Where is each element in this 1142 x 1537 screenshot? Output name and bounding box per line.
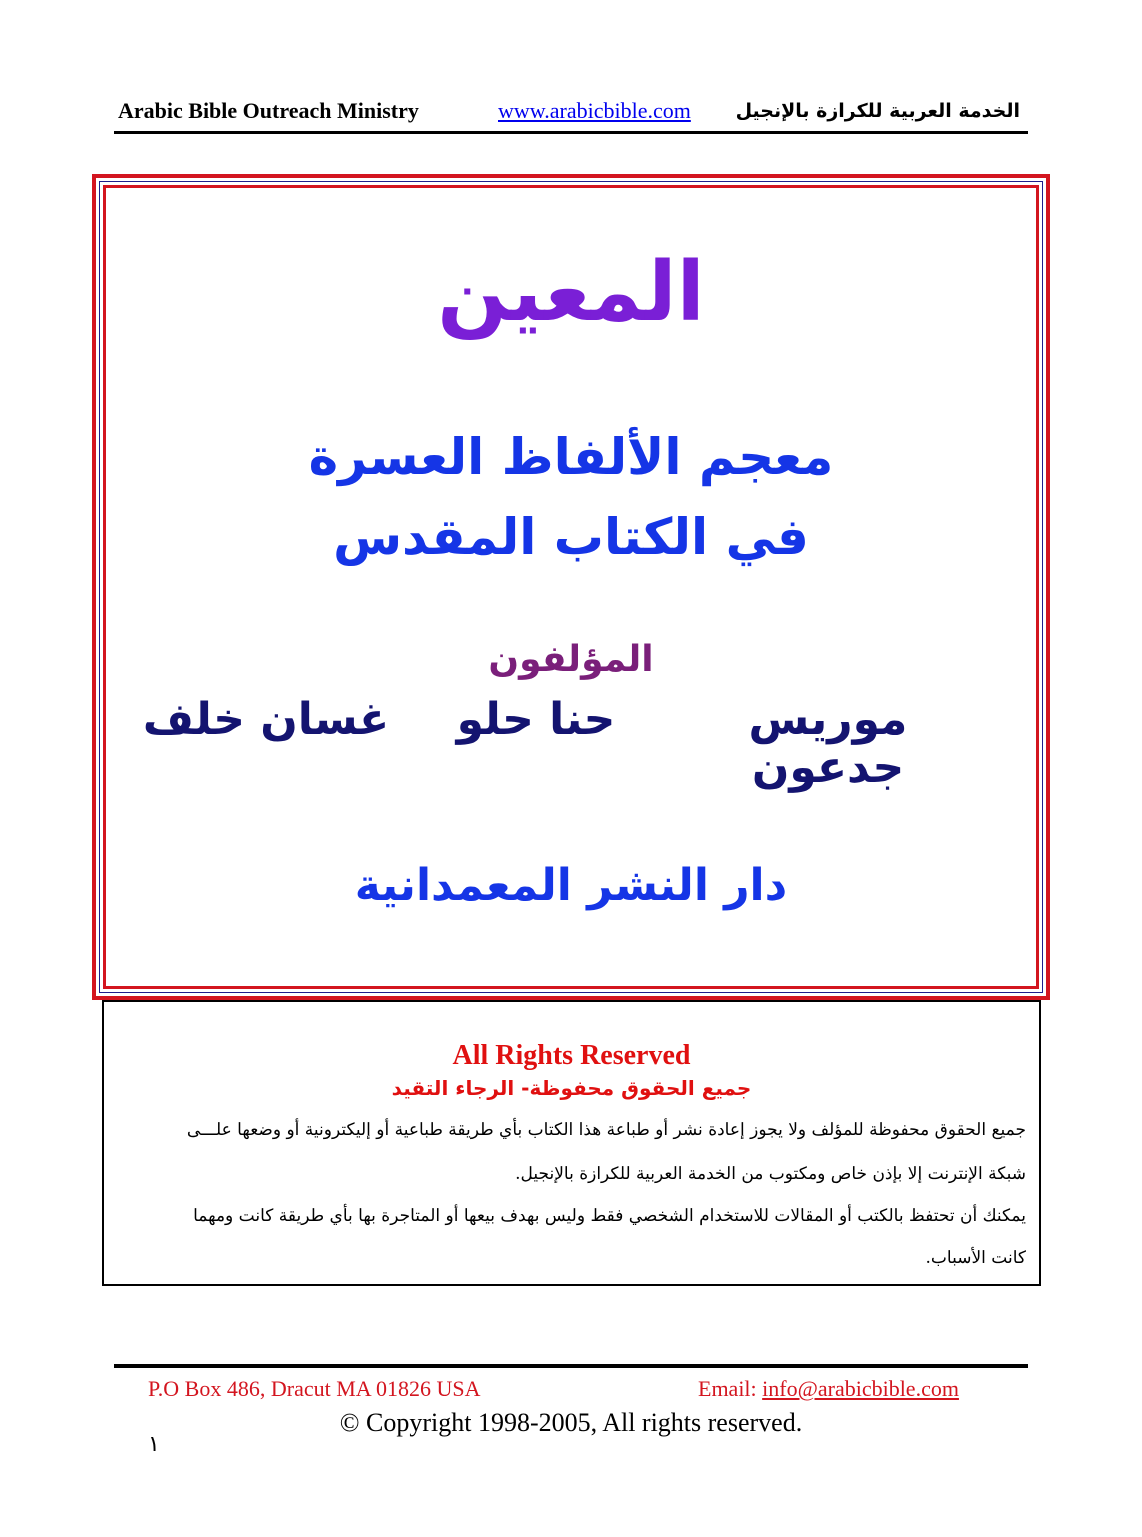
header-divider xyxy=(114,131,1028,134)
book-subtitle-line2: في الكتاب المقدس xyxy=(333,508,809,566)
author-3: غسان خلف xyxy=(142,694,390,745)
authors-label: المؤلفون xyxy=(488,639,654,680)
footer-divider xyxy=(114,1364,1028,1368)
ministry-name-en: Arabic Bible Outreach Ministry xyxy=(118,98,419,123)
publisher-name: دار النشر المعمدانية xyxy=(354,860,788,911)
rights-text-line: كانت الأسباب. xyxy=(925,1248,1026,1268)
postal-address: P.O Box 486, Dracut MA 01826 USA xyxy=(148,1376,481,1401)
rights-title-en: All Rights Reserved xyxy=(452,1040,691,1071)
author-2: حنا حلو xyxy=(456,694,616,745)
email-label: Email: xyxy=(698,1376,763,1401)
rights-text-line: يمكنك أن تحتفظ بالكتب أو المقالات للاستخدام الشخصي فقط وليس بهدف بيعها أو المتاجرة بها بأي طريقة كانت ومهما xyxy=(193,1206,1026,1226)
website-link[interactable]: www.arabicbible.com xyxy=(498,98,691,123)
rights-title-ar: جميع الحقوق محفوظة- الرجاء التقيد xyxy=(391,1076,752,1100)
email-line xyxy=(698,1376,959,1402)
ministry-name-ar: الخدمة العربية للكرازة بالإنجيل xyxy=(735,100,1020,122)
rights-text-line: شبكة الإنترنت إلا بإذن خاص ومكتوب من الخدمة العربية للكرازة بالإنجيل. xyxy=(515,1164,1026,1184)
copyright-notice: © Copyright 1998-2005, All rights reserved. xyxy=(339,1408,803,1437)
page-header xyxy=(116,96,1030,130)
author-1: موريس جدعون xyxy=(748,694,908,794)
page-number: ١ xyxy=(148,1432,160,1457)
book-title: المعين xyxy=(437,245,705,340)
rights-text-line: جميع الحقوق محفوظة للمؤلف ولا يجوز إعادة نشر أو طباعة هذا الكتاب بأي طريقة طباعية أو إليكترونية أو وضعها علـــى xyxy=(186,1120,1026,1140)
email-link[interactable]: info@arabicbible.com xyxy=(762,1376,959,1401)
book-subtitle-line1: معجم الألفاظ العسرة xyxy=(308,428,834,486)
